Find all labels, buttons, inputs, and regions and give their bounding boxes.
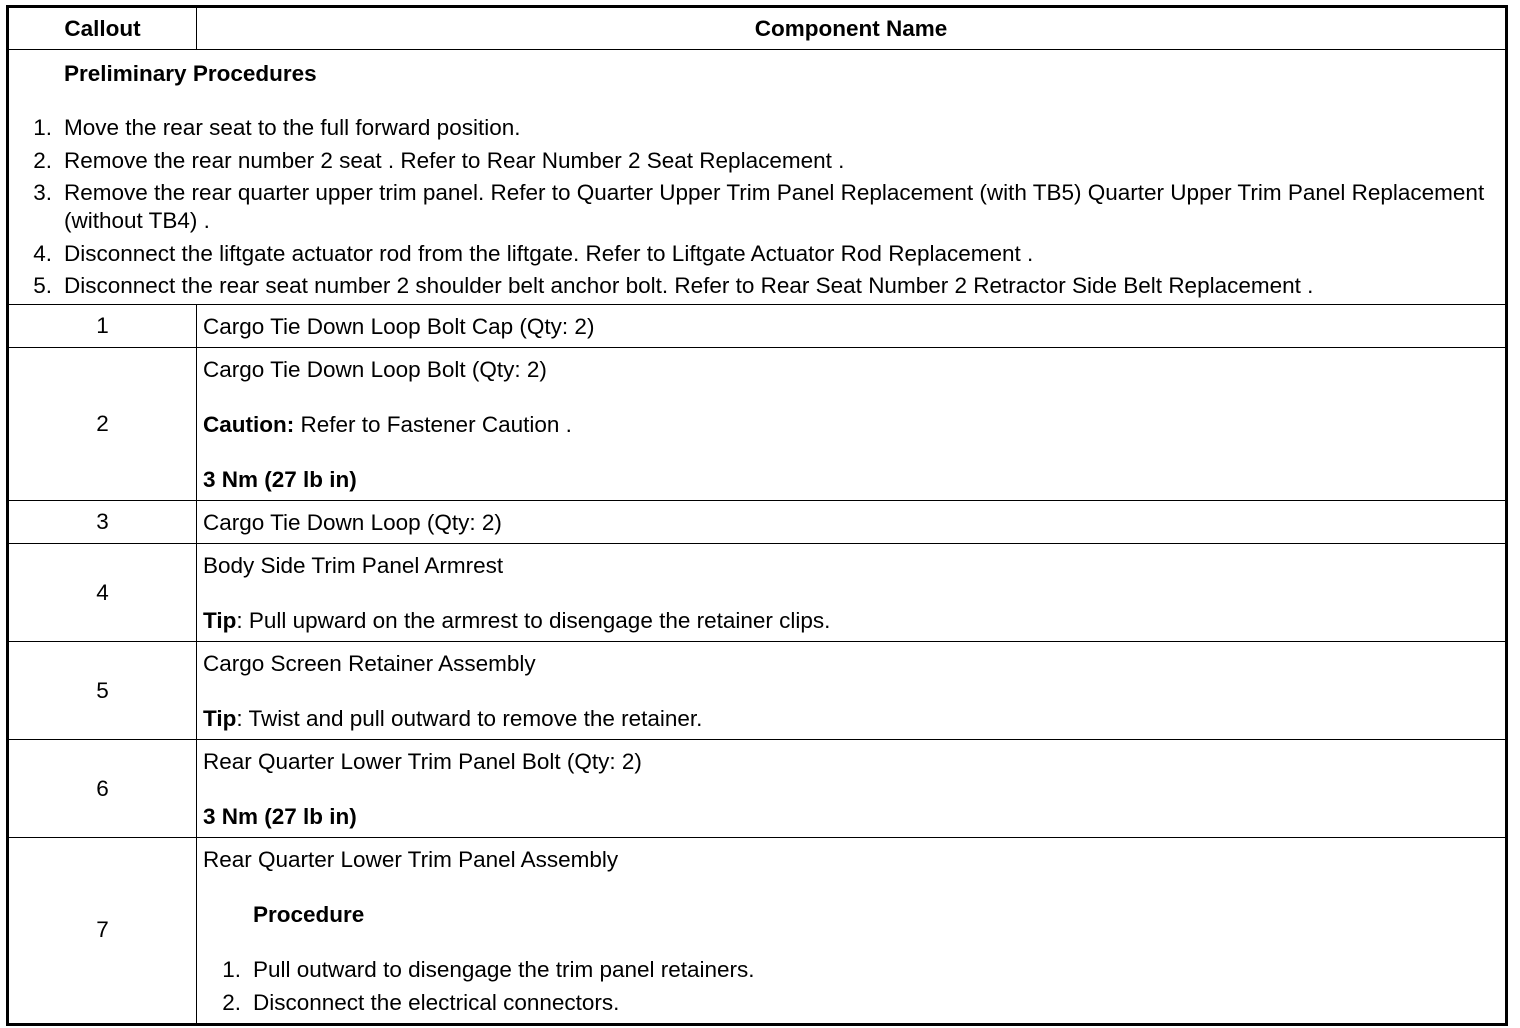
table-row bbox=[8, 544, 1507, 642]
step-text: Remove the rear number 2 seat . Refer to Rear Number 2 Seat Replacement . bbox=[64, 147, 845, 173]
table-row bbox=[8, 501, 1507, 544]
caution-label: Caution: bbox=[203, 412, 295, 437]
list-item bbox=[203, 956, 1505, 984]
callout-number: 2 bbox=[8, 348, 197, 501]
torque-spec: 3 Nm (27 lb in) bbox=[203, 467, 357, 492]
list-item bbox=[9, 147, 1505, 175]
step-number: 1. bbox=[222, 957, 241, 982]
component-cell bbox=[197, 642, 1507, 740]
list-item bbox=[9, 179, 1505, 235]
table-row bbox=[8, 642, 1507, 740]
tip-label: Tip bbox=[203, 706, 237, 731]
tip-note bbox=[203, 705, 1505, 733]
preliminary-steps-list bbox=[9, 114, 1505, 300]
step-number: 4. bbox=[33, 240, 52, 266]
component-cell bbox=[197, 740, 1507, 838]
component-name: Body Side Trim Panel Armrest bbox=[203, 553, 504, 578]
procedure-title: Procedure bbox=[253, 902, 365, 927]
callout-column-header: Callout bbox=[8, 7, 197, 50]
step-text: Move the rear seat to the full forward position. bbox=[64, 115, 521, 140]
list-item bbox=[9, 114, 1505, 142]
preliminary-procedures-cell bbox=[8, 50, 1507, 305]
procedure-steps-list bbox=[203, 956, 1505, 1017]
component-name-column-header: Component Name bbox=[197, 7, 1507, 50]
tip-note bbox=[203, 607, 1505, 635]
callout-number: 1 bbox=[8, 305, 197, 348]
step-number: 2. bbox=[222, 989, 241, 1015]
list-item bbox=[9, 240, 1505, 268]
callout-number: 3 bbox=[8, 501, 197, 544]
step-number: 5. bbox=[33, 273, 52, 298]
step-text: Disconnect the liftgate actuator rod from the liftgate. Refer to Liftgate Actuator Rod Replacement . bbox=[64, 240, 1034, 266]
component-cell bbox=[197, 348, 1507, 501]
caution-note bbox=[203, 411, 1505, 439]
component-name: Cargo Tie Down Loop Bolt (Qty: 2) bbox=[203, 357, 547, 382]
tip-text: : Twist and pull outward to remove the retainer. bbox=[236, 706, 703, 731]
table-row bbox=[8, 740, 1507, 838]
tip-label: Tip bbox=[203, 608, 237, 633]
callout-number: 4 bbox=[8, 544, 197, 642]
torque-spec: 3 Nm (27 lb in) bbox=[203, 804, 357, 829]
preliminary-procedures-row bbox=[8, 50, 1507, 305]
component-table bbox=[6, 5, 1508, 1026]
caution-text: Refer to Fastener Caution . bbox=[294, 412, 572, 437]
component-name: Rear Quarter Lower Trim Panel Bolt (Qty: 2) bbox=[203, 749, 642, 774]
step-text: Pull outward to disengage the trim panel retainers. bbox=[253, 957, 755, 982]
step-text: Disconnect the electrical connectors. bbox=[253, 989, 620, 1015]
preliminary-procedures-title: Preliminary Procedures bbox=[64, 61, 317, 86]
component-name: Cargo Screen Retainer Assembly bbox=[203, 651, 536, 676]
component-name: Cargo Tie Down Loop Bolt Cap (Qty: 2) bbox=[197, 305, 1507, 348]
table-row bbox=[8, 305, 1507, 348]
step-number: 3. bbox=[33, 180, 52, 205]
list-item bbox=[9, 272, 1505, 300]
table-row bbox=[8, 348, 1507, 501]
component-name: Cargo Tie Down Loop (Qty: 2) bbox=[197, 501, 1507, 544]
component-name: Rear Quarter Lower Trim Panel Assembly bbox=[203, 847, 619, 872]
component-cell bbox=[197, 838, 1507, 1025]
tip-text: : Pull upward on the armrest to disengage the retainer clips. bbox=[236, 608, 831, 633]
callout-number: 5 bbox=[8, 642, 197, 740]
callout-number: 7 bbox=[8, 838, 197, 1025]
step-text: Disconnect the rear seat number 2 shoulder belt anchor bolt. Refer to Rear Seat Number 2 Retractor Side Belt Replacement . bbox=[64, 273, 1314, 298]
step-number: 1. bbox=[33, 115, 52, 140]
step-text: Remove the rear quarter upper trim panel. Refer to Quarter Upper Trim Panel Replacement (with TB5) Quarter Upper Trim Panel Replacement (without TB4) . bbox=[64, 180, 1485, 233]
step-number: 2. bbox=[33, 147, 52, 173]
component-cell bbox=[197, 544, 1507, 642]
list-item bbox=[203, 989, 1505, 1017]
callout-number: 6 bbox=[8, 740, 197, 838]
table-row bbox=[8, 838, 1507, 1025]
table-header-row bbox=[8, 7, 1507, 50]
